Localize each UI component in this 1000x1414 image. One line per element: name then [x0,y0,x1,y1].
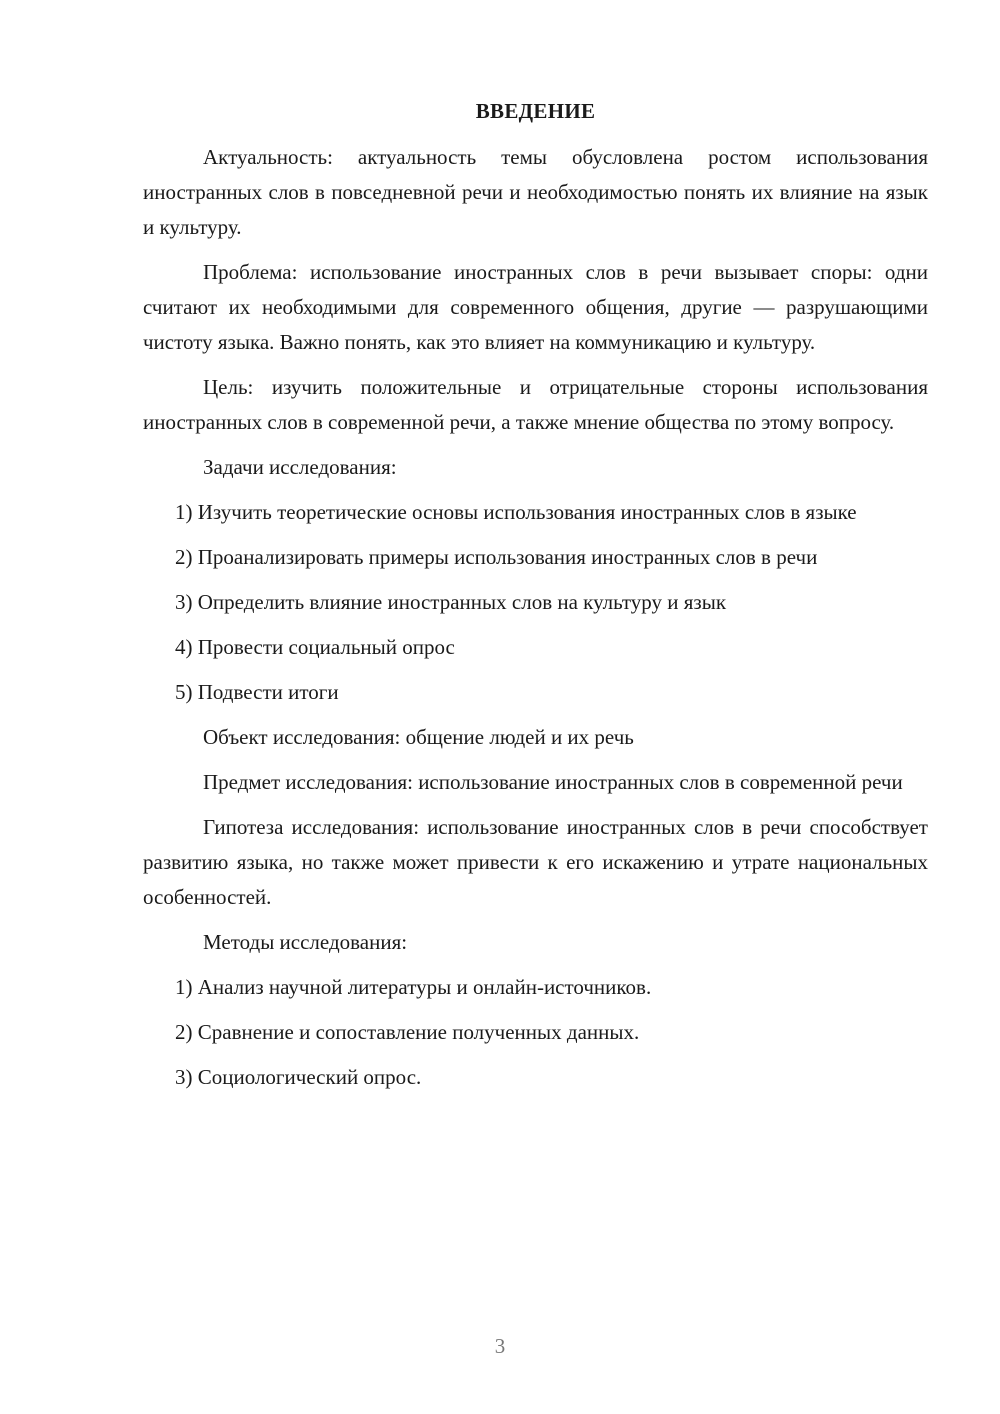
document-page [143,96,928,1105]
method-item: 1) Анализ научной литературы и онлайн-источников. [175,975,652,999]
subject-paragraph: Предмет исследования: использование иностранных слов в современной речи [203,770,903,794]
task-item: 5) Подвести итоги [175,680,339,704]
method-item: 3) Социологический опрос. [175,1065,422,1089]
hypothesis-paragraph: Гипотеза исследования: использование иностранных слов в речи способствует развитию языка, но также может привести к его искажению и утрате национальных особенностей. [143,815,928,909]
section-title: ВВЕДЕНИЕ [475,99,596,123]
methods-heading: Методы исследования: [203,930,408,954]
method-item: 2) Сравнение и сопоставление полученных данных. [175,1020,640,1044]
task-item: 2) Проанализировать примеры использования иностранных слов в речи [175,545,818,569]
actuality-paragraph: Актуальность: актуальность темы обусловлена ростом использования иностранных слов в повседневной речи и необходимостью понять их влияние на язык и культуру. [143,145,928,239]
object-paragraph: Объект исследования: общение людей и их речь [203,725,634,749]
tasks-heading: Задачи исследования: [203,455,397,479]
problem-paragraph: Проблема: использование иностранных слов в речи вызывает споры: одни считают их необходимыми для современного общения, другие — разрушающими чистоту языка. Важно понять, как это влияет на коммуникацию и культуру. [143,260,928,354]
page-number: 3 [494,1334,506,1358]
goal-paragraph: Цель: изучить положительные и отрицательные стороны использования иностранных слов в современной речи, а также мнение общества по этому вопросу. [143,375,928,434]
task-item: 4) Провести социальный опрос [175,635,455,659]
task-item: 1) Изучить теоретические основы использования иностранных слов в языке [175,500,857,524]
task-item: 3) Определить влияние иностранных слов на культуру и язык [175,590,727,614]
